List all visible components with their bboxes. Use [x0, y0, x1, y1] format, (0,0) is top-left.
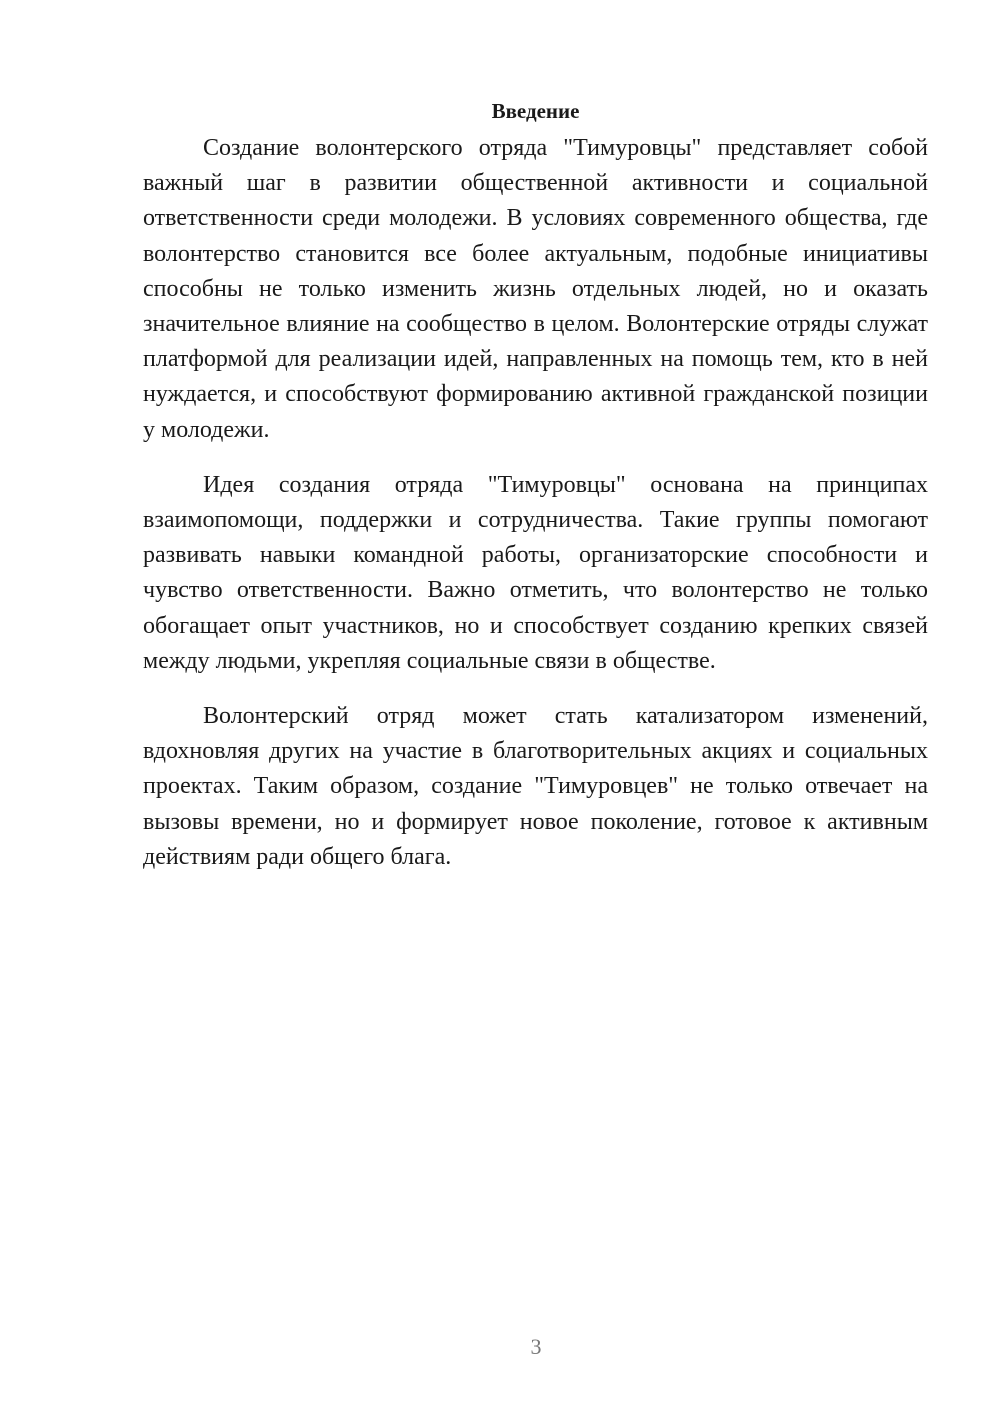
section-heading: Введение — [491, 99, 580, 123]
paragraph-3: Волонтерский отряд может стать катализатором изменений, вдохновляя других на участие в благотворительных акциях и социальных проектах. Таким образом, создание "Тимуровцев" не только отвечает на вызовы времени, но и формирует новое поколение, готовое к активным действиям ради общего блага. — [143, 703, 928, 870]
paragraph-1: Создание волонтерского отряда "Тимуровцы" представляет собой важный шаг в развитии общественной активности и социальной ответственности среди молодежи. В условиях современного общества, где волонтерство становится все более актуальным, подобные инициативы способны не только изменить жизнь отдельных людей, но и оказать значительное влияние на сообщество в целом. Волонтерские отряды служат платформой для реализации идей, направленных на помощь тем, кто в ней нуждается, и способствуют формированию активной гражданской позиции у молодежи. — [143, 135, 928, 443]
page-content — [143, 93, 928, 895]
paragraph-2: Идея создания отряда "Тимуровцы" основана на принципах взаимопомощи, поддержки и сотрудничества. Такие группы помогают развивать навыки командной работы, организаторские способности и чувство ответственности. Важно отметить, что волонтерство не только обогащает опыт участников, но и способствует созданию крепких связей между людьми, укрепляя социальные связи в обществе. — [143, 471, 928, 674]
page-number: 3 — [530, 1334, 542, 1359]
